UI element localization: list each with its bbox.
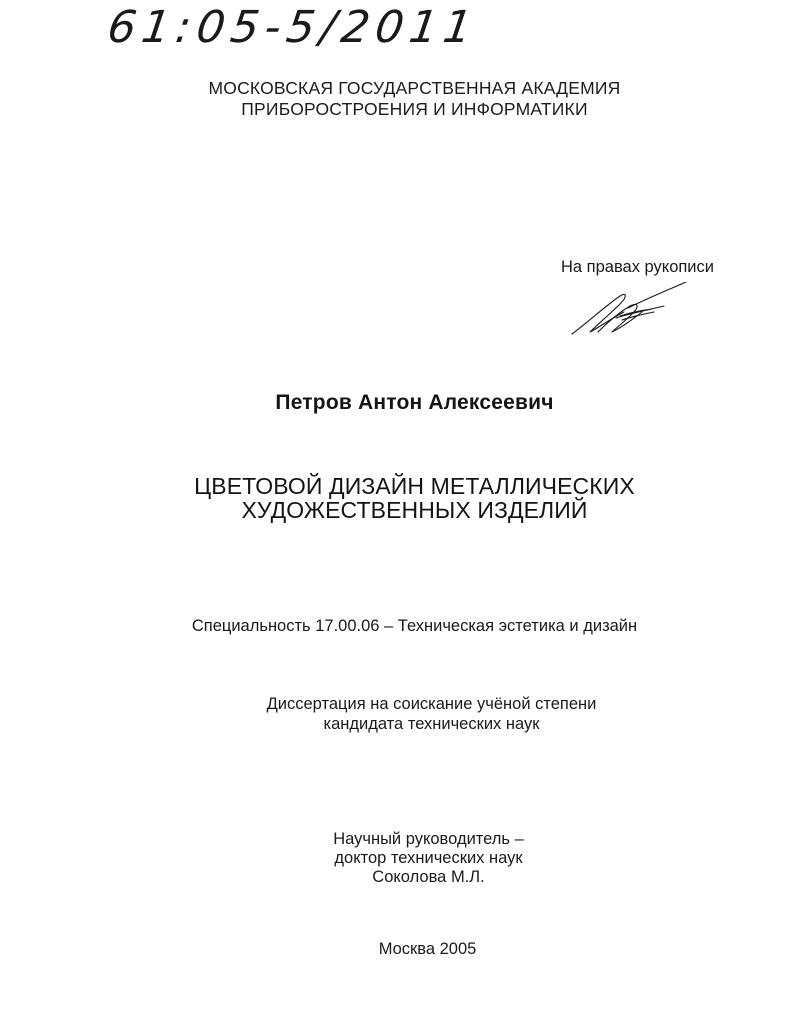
specialty bbox=[0, 617, 799, 636]
title-line-2: ХУДОЖЕСТВЕННЫХ ИЗДЕЛИЙ bbox=[241, 497, 588, 523]
city-and-year bbox=[0, 940, 799, 959]
specialty-text: Специальность 17.00.06 – Техническая эстетика и дизайн bbox=[191, 617, 638, 635]
supervisor-line-1: Научный руководитель – bbox=[333, 830, 524, 848]
degree-line-1: Диссертация на соискание учёной степени bbox=[266, 695, 597, 713]
institution-name bbox=[0, 78, 799, 120]
institution-line-2: ПРИБОРОСТРОЕНИЯ И ИНФОРМАТИКИ bbox=[241, 99, 588, 119]
supervisor-line-2: доктор технических наук bbox=[334, 849, 523, 867]
degree-line-2: кандидата технических наук bbox=[323, 715, 540, 733]
degree-statement bbox=[0, 694, 799, 734]
city-year-text: Москва 2005 bbox=[378, 940, 477, 958]
signature-icon bbox=[568, 282, 688, 342]
scientific-supervisor bbox=[0, 830, 799, 887]
rights-notice: На правах рукописи bbox=[561, 258, 714, 276]
dissertation-title bbox=[0, 474, 799, 522]
title-line-1: ЦВЕТОВОЙ ДИЗАЙН МЕТАЛЛИЧЕСКИХ bbox=[194, 473, 635, 499]
author-name bbox=[0, 391, 799, 415]
institution-line-1: МОСКОВСКАЯ ГОСУДАРСТВЕННАЯ АКАДЕМИЯ bbox=[208, 78, 621, 98]
handwritten-archive-code: 61:05-5/2011 bbox=[104, 2, 482, 53]
supervisor-line-3: Соколова М.Л. bbox=[372, 868, 485, 886]
author-name-text: Петров Антон Алексеевич bbox=[275, 391, 554, 414]
